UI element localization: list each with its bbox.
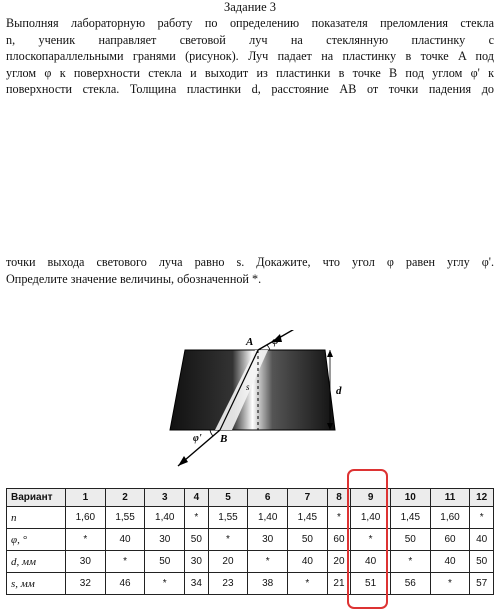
table-header-cell: 7 [288, 489, 328, 507]
table-cell: 40 [105, 529, 145, 551]
table-cell: * [430, 573, 470, 595]
table-cell: 40 [470, 529, 494, 551]
table-cell: * [145, 573, 185, 595]
table-cell: 30 [66, 551, 106, 573]
text-line: плоскопараллельными гранями (рисунок). Луч падает на пластинку в точке A под [6, 49, 494, 63]
label-B: B [220, 433, 228, 445]
table-cell: 40 [288, 551, 328, 573]
table-cell: 40 [351, 551, 391, 573]
text-line: углом φ к поверхности стекла и выходит из пластинки в точке B под углом φ' к [6, 65, 494, 80]
table-cell: n [7, 507, 66, 529]
table-cell: 57 [470, 573, 494, 595]
table-header-cell: 10 [390, 489, 430, 507]
table-cell: * [351, 529, 391, 551]
table-header-cell: 6 [248, 489, 288, 507]
table-cell: 20 [327, 551, 351, 573]
table-cell: 30 [185, 551, 209, 573]
table-header-cell: 2 [105, 489, 145, 507]
table-cell: d, мм [7, 551, 66, 573]
angle-phi-prime-arc [210, 430, 213, 436]
label-phi: φ [272, 335, 279, 347]
table-header-cell: 3 [145, 489, 185, 507]
label-s: s [246, 382, 250, 392]
table-header-cell: 8 [327, 489, 351, 507]
table-header-cell: 1 [66, 489, 106, 507]
text-line: Определите значение величины, обозначенной *. [6, 271, 262, 286]
text-line: поверхности стекла. Толщина пластинки d, расстояние AB от точки падения до [6, 82, 494, 96]
table-cell: * [185, 507, 209, 529]
table-cell: 50 [390, 529, 430, 551]
table-cell: 60 [327, 529, 351, 551]
table-cell: 50 [185, 529, 209, 551]
label-d: d [336, 385, 342, 397]
table-header-cell: Вариант [7, 489, 66, 507]
table-cell: 1,40 [145, 507, 185, 529]
table-cell: 40 [430, 551, 470, 573]
table-cell: 30 [248, 529, 288, 551]
table-cell: 20 [208, 551, 248, 573]
table-cell: * [327, 507, 351, 529]
table-cell: 1,40 [248, 507, 288, 529]
table-cell: 32 [66, 573, 106, 595]
table-cell: 60 [430, 529, 470, 551]
table-cell: s, мм [7, 573, 66, 595]
angle-phi-arc [267, 345, 270, 350]
table-header-cell: 9 [351, 489, 391, 507]
incident-ray [258, 330, 310, 350]
table-cell: 50 [145, 551, 185, 573]
table-header-cell: 12 [470, 489, 494, 507]
table-cell: * [66, 529, 106, 551]
table-cell: * [105, 551, 145, 573]
table-header-cell: 11 [430, 489, 470, 507]
table-row [7, 573, 494, 595]
task-paragraph-1 [6, 15, 494, 98]
label-A: A [246, 336, 254, 348]
table-cell: φ, ° [7, 529, 66, 551]
table-header-row [7, 489, 494, 507]
table-cell: * [288, 573, 328, 595]
table-cell: 21 [327, 573, 351, 595]
text-line: точки выхода светового луча равно s. Докажите, что угол φ равен углу φ'. [6, 255, 494, 269]
variants-table [6, 488, 494, 595]
table-cell: 1,40 [351, 507, 391, 529]
label-phi-prime: φ' [193, 433, 202, 444]
table-cell: * [208, 529, 248, 551]
table-cell: 1,45 [390, 507, 430, 529]
table-cell: 50 [288, 529, 328, 551]
glass-plate-figure [160, 330, 350, 470]
table-cell: 23 [208, 573, 248, 595]
table-cell: 34 [185, 573, 209, 595]
table-cell: 1,45 [288, 507, 328, 529]
table-header-cell: 4 [185, 489, 209, 507]
table-cell: 1,60 [430, 507, 470, 529]
table-row [7, 551, 494, 573]
text-line: Выполняя лабораторную работу по определению показателя преломления стекла [6, 16, 494, 30]
text-line: n, ученик направляет световой луч на стеклянную пластинку с [6, 32, 494, 47]
table-row [7, 507, 494, 529]
table-cell: * [248, 551, 288, 573]
table-cell: * [390, 551, 430, 573]
table-header-cell: 5 [208, 489, 248, 507]
table-cell: 56 [390, 573, 430, 595]
table-cell: 1,60 [66, 507, 106, 529]
task-heading: Задание 3 [223, 0, 277, 14]
table-cell: 1,55 [208, 507, 248, 529]
table-cell: 30 [145, 529, 185, 551]
table-cell: 51 [351, 573, 391, 595]
table-cell: 38 [248, 573, 288, 595]
table-cell: 1,55 [105, 507, 145, 529]
task-paragraph-2 [6, 254, 494, 287]
table-cell: 46 [105, 573, 145, 595]
emergent-arrow [178, 456, 188, 466]
variants-table-wrap [6, 488, 494, 595]
table-row [7, 529, 494, 551]
table-cell: * [470, 507, 494, 529]
table-cell: 50 [470, 551, 494, 573]
thickness-arrow-top [327, 350, 333, 357]
